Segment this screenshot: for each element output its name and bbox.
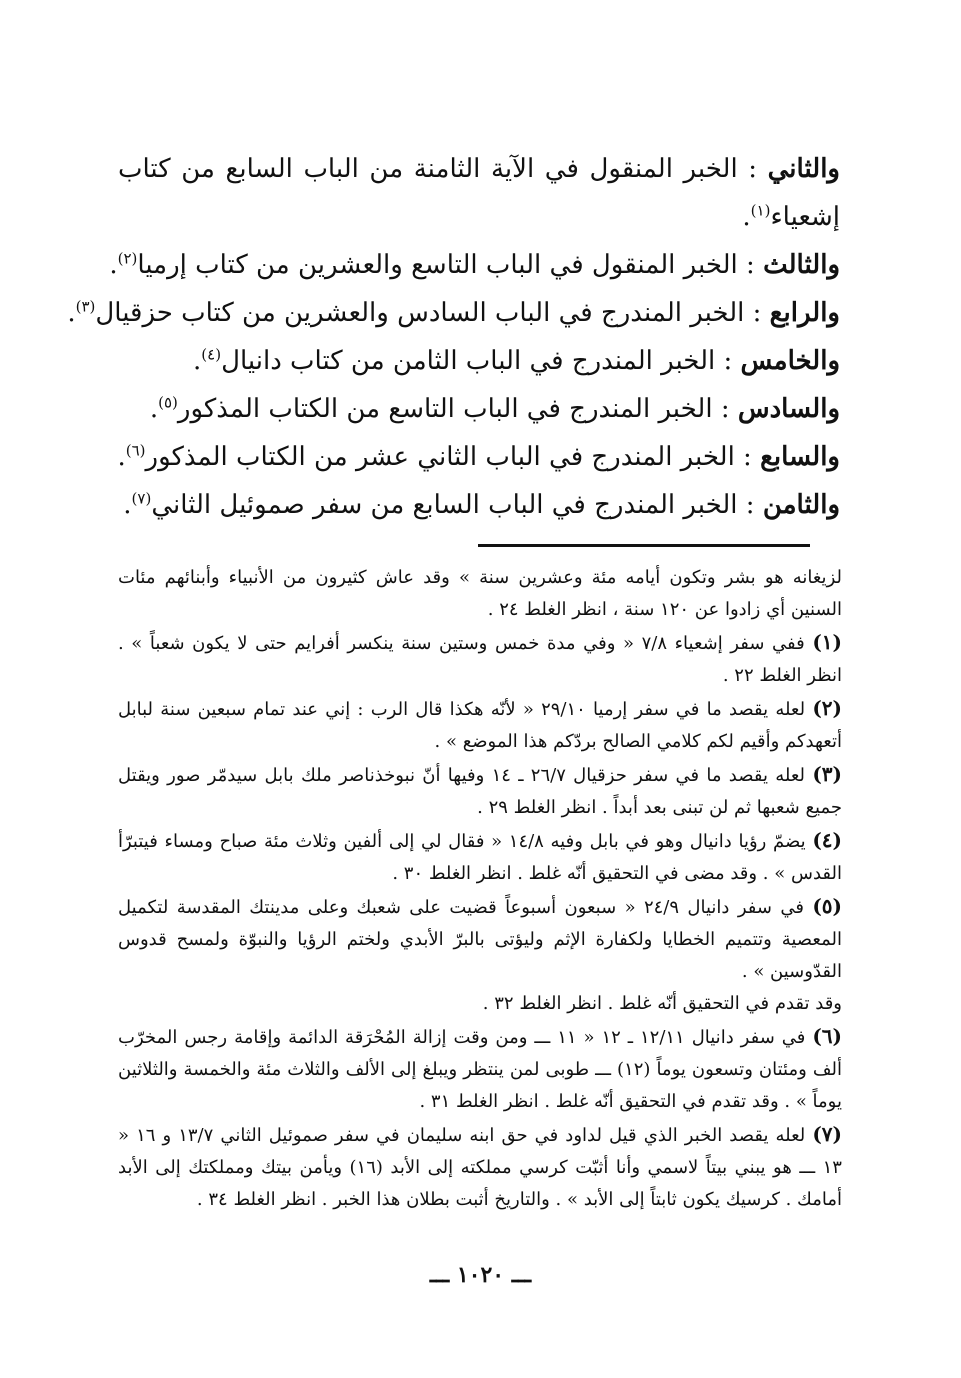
footnote-text: في سفر دانيال ٢٤/٩ « سبعون أسبوعاً قضيت على شعبك وعلى مدينتك المقدسة لتكميل المعصية وتتميم الخطايا ولكفارة الإثم وليؤتى بالبرّ الأبدي ولختم الرؤيا والنبوّة ولمسح قدوس القدّوسين » . [118, 897, 842, 982]
footnote-ref: (٤) [201, 345, 222, 364]
item-body: : الخبر المنقول في الباب التاسع والعشرين من كتاب إرميا [137, 250, 764, 280]
footnote-number: (٤) [812, 828, 842, 852]
item-fourth: والرابع : الخبر المندرج في الباب السادس والعشرين من كتاب حزقيال$^{(٣)}$. [67, 297, 840, 328]
item-body: : الخبر المندرج في الباب السادس والعشرين من كتاب حزقيال [95, 298, 770, 328]
footnote-6 [118, 1020, 842, 1118]
footnote-1 [118, 626, 842, 692]
footnote-divider [478, 544, 810, 547]
footnote-text: لعله يقصد الخبر الذي قيل لداود في حق ابنه سليمان في سفر صموئيل الثاني ١٣/٧ و ١٦ « ١٣ ـــ هو يبني بيتاً لاسمي وأنا أثبّت كرسي مملكته إلى الأبد (١٦) ويأمن بيتك ومملكتك إلى الأبد أمامك . كرسيك يكون ثابتاً إلى الأبد » . والتاريخ أثبت بطلان هذا الخبر . انظر الغلط ٣٤ . [118, 1125, 842, 1210]
item-body: : الخبر المنقول في الآية الثامنة من الباب السابع من كتاب إشعياء [118, 154, 840, 232]
footnote-number: (٢) [812, 696, 842, 720]
item-lead: والثامن [762, 490, 840, 520]
item-lead: والرابع [769, 298, 840, 328]
footnotes [118, 562, 842, 1216]
item-eighth: والثامن : الخبر المندرج في الباب السابع من سفر صموئيل الثاني$^{(٧)}$. [123, 489, 840, 520]
footnote-text: في سفر دانيال ١٢/١١ ـ ١٢ « ١١ ـــ ومن وقت إزالة المُحْرَقة الدائمة وإقامة رجس المخرّب ألف ومئتان وتسعون يوماً (١٢) ـــ طوبى لمن ينتظر ويبلغ إلى الألف والثلاث مئة والخمسة والثلاثين يوماً » . وقد تقدم في التحقيق أنّه غلط . انظر الغلط ٣١ . [118, 1027, 842, 1112]
footnote-3 [118, 758, 842, 824]
footnote-7 [118, 1118, 842, 1216]
item-sixth: والسادس : الخبر المندرج في الباب التاسع من الكتاب المذكور$^{(٥)}$. [149, 393, 840, 424]
item-body: : الخبر المندرج في الباب التاسع من الكتاب المذكور [177, 394, 738, 424]
footnote-ref: (٣) [75, 297, 96, 316]
footnote-ref: (٥) [158, 393, 178, 412]
footnote-text: يضمّ رؤيا دانيال وهو في بابل وفيه ١٤/٨ « فقال لي إلى ألفين وثلاث مئة صباح ومساء فيتبرّأ القدس » . وقد مضى في التحقيق أنّه غلط . انظر الغلط ٣٠ . [118, 831, 842, 884]
item-third: والثالث : الخبر المنقول في الباب التاسع والعشرين من كتاب إرميا$^{(٢)}$. [109, 249, 840, 280]
item-lead: والخامس [740, 346, 840, 376]
footnote-ref: (١) [750, 201, 771, 220]
footnote-number: (١) [812, 630, 842, 654]
footnote-text: ففي سفر إشعياء ٧/٨ « وفي مدة خمس وستين سنة ينكسر أفرايم حتى لا يكون شعباً » . انظر الغلط ٢٢ . [118, 633, 842, 686]
main-text [67, 145, 840, 529]
item-body: : الخبر المندرج في الباب السابع من سفر صموئيل الثاني [151, 490, 763, 520]
item-body: : الخبر المندرج في الباب الثامن من كتاب دانيال [221, 346, 741, 376]
item-lead: والثاني [767, 154, 840, 184]
footnote-ref: (٦) [125, 441, 146, 460]
footnote-number: (٥) [812, 894, 842, 918]
item-lead: والسابع [760, 442, 840, 472]
item-fifth: والخامس : الخبر المندرج في الباب الثامن من كتاب دانيال$^{(٤)}$. [193, 345, 840, 376]
footnote-5 [118, 890, 842, 988]
footnote-ref: (٢) [117, 249, 138, 268]
page-number: ـــ ١٠٢٠ ـــ [429, 1262, 532, 1288]
footnote-5-extra: وقد تقدم في التحقيق أنّه غلط . انظر الغلط ٣٢ . [482, 993, 842, 1014]
footnote-number: (٦) [812, 1024, 842, 1048]
footnote-text: لعله يقصد ما في سفر إرميا ٢٩/١٠ « لأنّه هكذا قال الرب : إني عند تمام سبعين سنة لبابل أتعهدكم وأقيم لكم كلامي الصالح بردّكم هذا الموضع » . [118, 699, 842, 752]
footnote-ref: (٧) [131, 489, 152, 508]
footnote-2 [118, 692, 842, 758]
footnote-4 [118, 824, 842, 890]
item-lead: والسادس [737, 394, 840, 424]
item-body: : الخبر المندرج في الباب الثاني عشر من الكتاب المذكور [145, 442, 761, 472]
item-seventh: والسابع : الخبر المندرج في الباب الثاني عشر من الكتاب المذكور$^{(٦)}$. [117, 441, 840, 472]
footnote-number: (٣) [812, 762, 842, 786]
footnote-text: لعله يقصد ما في سفر حزقيال ٢٦/٧ ـ ١٤ وفيها أنّ نبوخذناصر ملك بابل سيدمّر صور ويقتل جميع شعبها ثم لن تبنى بعد أبداً . انظر الغلط ٢٩ . [118, 765, 842, 818]
item-second: والثاني : الخبر المنقول في الآية الثامنة من الباب السابع من كتاب إشعياء$^{(١)}$. [118, 154, 840, 232]
footnote-number: (٧) [812, 1122, 843, 1146]
item-lead: والثالث [763, 250, 840, 280]
footnote-continuation: لزيغانه هو بشر وتكون أيامه مئة وعشرين سنة » وقد عاش كثيرون من الأنبياء وأبنائهم مئات السنين أي زادوا عن ١٢٠ سنة ، انظر الغلط ٢٤ . [118, 567, 842, 620]
